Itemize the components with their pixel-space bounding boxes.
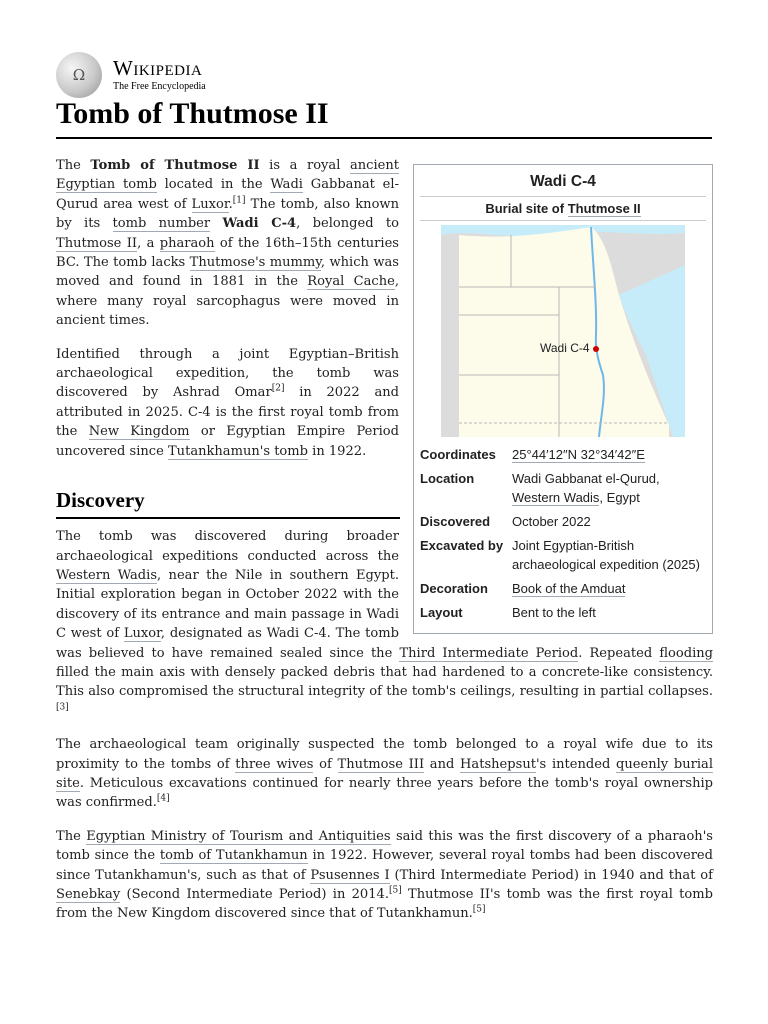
wiki-link[interactable]: queenly burial site bbox=[56, 756, 713, 791]
infobox-row bbox=[420, 534, 706, 577]
intro-paragraph-2: Identified through a joint Egyptian–British archaeological expedition, the tomb was discovered by Ashrad Omar[2] in 2022 and attributed in 2025. C-4 is the first royal tomb from the New Kingdom or Egyptian Empire Period uncovered since Tutankhamun's tomb in 1922. bbox=[56, 346, 399, 459]
wiki-link[interactable]: Royal Cache bbox=[307, 274, 395, 290]
infobox-row bbox=[420, 577, 706, 601]
wordmark-tagline: The Free Encyclopedia bbox=[113, 81, 206, 92]
infobox-label: Location bbox=[420, 471, 475, 486]
infobox-value bbox=[512, 445, 706, 464]
citation bbox=[233, 195, 246, 205]
citation-link[interactable]: [2] bbox=[271, 384, 285, 395]
wikipedia-globe-logo[interactable] bbox=[56, 52, 102, 98]
infobox-value: Wadi Gabbanat el-Qurud, Western Wadis, Egypt bbox=[512, 471, 660, 505]
wiki-link[interactable]: Thutmose II bbox=[56, 235, 138, 251]
wiki-link[interactable]: Wadi bbox=[270, 177, 303, 193]
infobox-map[interactable] bbox=[420, 221, 706, 443]
citation-link[interactable]: [3] bbox=[56, 702, 69, 713]
map-location-marker[interactable] bbox=[593, 346, 599, 352]
citation-link[interactable]: [5] bbox=[388, 885, 402, 896]
infobox-label: Excavated by bbox=[420, 538, 504, 553]
wiki-link[interactable]: tomb number bbox=[112, 216, 211, 232]
wiki-link[interactable]: Thutmose II bbox=[567, 201, 641, 216]
wiki-link[interactable]: Thutmose III bbox=[337, 756, 425, 772]
infobox-value: Bent to the left bbox=[512, 605, 596, 620]
citation bbox=[56, 702, 69, 712]
infobox-label: Discovered bbox=[420, 514, 491, 529]
infobox-row bbox=[420, 510, 706, 534]
bold-term: Tomb of Thutmose II bbox=[90, 158, 260, 173]
discovery-paragraph-3: The Egyptian Ministry of Tourism and Antiquities said this was the first discovery of a pharaoh's tomb since the tomb of Tutankhamun in 1922. However, several royal tombs had been discovered since Tutankhamun's, such as that of Psusennes I (Third Intermediate Period) in 1940 and that of Senebkay (Second Intermediate Period) in 2014.[5] Thutmose II's tomb was the first royal tomb from the New Kingdom discovered since that of Tutankhamun.[5] bbox=[56, 828, 713, 922]
wiki-link[interactable]: Western Wadis bbox=[512, 490, 600, 505]
wiki-link[interactable]: New Kingdom bbox=[88, 424, 190, 440]
discovery-paragraph-1: The tomb was discovered during broader archaeological expeditions conducted across the Western Wadis, near the Nile in southern Egypt. Initial exploration began in October 2022 with the discovery of its entrance and main passage in Wadi C west of Luxor, designated as Wadi C-4. The tomb was believed to have remained sealed since the Third Intermediate Period. Repeated flooding filled the main axis with densely packed debris that had hardened to a concrete-like consistency. This also compromised the structural integrity of the tomb's ceilings, resulting in partial collapses.[3] bbox=[56, 529, 714, 713]
wiki-link[interactable]: Book of the Amduat bbox=[512, 581, 626, 596]
infobox-label: Layout bbox=[420, 605, 463, 620]
site-header bbox=[56, 54, 206, 96]
citation-link[interactable]: [5] bbox=[472, 905, 486, 916]
wordmark-title: Wikipedia bbox=[113, 56, 203, 80]
wiki-link[interactable]: Luxor bbox=[191, 196, 229, 212]
infobox-value: October 2022 bbox=[512, 514, 591, 529]
infobox-label: Coordinates bbox=[420, 447, 496, 462]
wiki-link[interactable]: ancient Egyptian tomb bbox=[56, 158, 399, 193]
page-title: Tomb of Thutmose II bbox=[56, 95, 712, 139]
infobox bbox=[413, 164, 713, 634]
wiki-link[interactable]: 25°44′12″N 32°34′42″E bbox=[512, 447, 645, 462]
wiki-link[interactable]: Luxor bbox=[123, 626, 161, 642]
intro-paragraph: The Tomb of Thutmose II is a royal ancient Egyptian tomb located in the Wadi Gabbanat el-Qurud area west of Luxor.[1] The tomb, also known by its tomb number Wadi C-4, belonged to Thutmose II, a pharaoh of the 16th–15th centuries BC. The tomb lacks Thutmose's mummy, which was moved and found in 1881 in the Royal Cache, where many royal sarcophagus were moved in ancient times. bbox=[56, 158, 400, 329]
wiki-link[interactable]: Western Wadis bbox=[56, 567, 158, 583]
map-marker-label: Wadi C-4 bbox=[540, 341, 590, 355]
discovery-paragraph-2: The archaeological team originally suspected the tomb belonged to a royal wife due to its proximity to the tombs of three wives of Thutmose III and Hatshepsut's intended queenly burial site. Meticulous excavations continued for nearly three years before the tomb's royal ownership was confirmed.[4] bbox=[56, 737, 713, 811]
wiki-link[interactable]: Hatshepsut bbox=[460, 756, 536, 772]
wiki-link[interactable]: Egyptian Ministry of Tourism and Antiquities bbox=[86, 828, 391, 844]
article-body bbox=[56, 156, 713, 938]
infobox-row bbox=[420, 443, 706, 467]
infobox-subtitle: Burial site of Thutmose II bbox=[420, 197, 706, 221]
wiki-link[interactable]: pharaoh bbox=[159, 235, 215, 251]
bold-term: Wadi C-4 bbox=[222, 216, 297, 232]
infobox-value bbox=[512, 579, 706, 598]
infobox-title: Wadi C-4 bbox=[420, 170, 706, 197]
wiki-link[interactable]: flooding bbox=[659, 645, 714, 661]
infobox-row bbox=[420, 601, 706, 625]
infobox-value: Joint Egyptian-British archaeological expedition (2025) bbox=[512, 538, 700, 572]
wiki-link[interactable]: Tutankhamun's tomb bbox=[167, 443, 309, 459]
wiki-link[interactable]: Psusennes I bbox=[310, 867, 390, 883]
wiki-link[interactable]: tomb of Tutankhamun bbox=[159, 848, 308, 864]
infobox-rows bbox=[420, 443, 706, 625]
wiki-link[interactable]: Thutmose's mummy bbox=[189, 255, 321, 271]
infobox-row bbox=[420, 467, 706, 510]
citation-link[interactable]: [4] bbox=[156, 794, 170, 805]
egypt-map[interactable] bbox=[441, 225, 685, 437]
citation bbox=[157, 794, 170, 804]
citation-link[interactable]: [1] bbox=[232, 195, 246, 206]
citation bbox=[473, 905, 486, 915]
infobox-label: Decoration bbox=[420, 581, 488, 596]
citation bbox=[389, 886, 402, 896]
wiki-link[interactable]: three wives bbox=[235, 756, 314, 772]
wiki-link[interactable]: Third Intermediate Period bbox=[399, 645, 579, 661]
globe-glyph: Ω bbox=[72, 66, 86, 84]
section-heading-discovery: Discovery bbox=[56, 487, 400, 519]
wiki-link[interactable]: Senebkay bbox=[56, 887, 121, 902]
wordmark[interactable] bbox=[113, 58, 206, 92]
citation bbox=[272, 384, 285, 394]
